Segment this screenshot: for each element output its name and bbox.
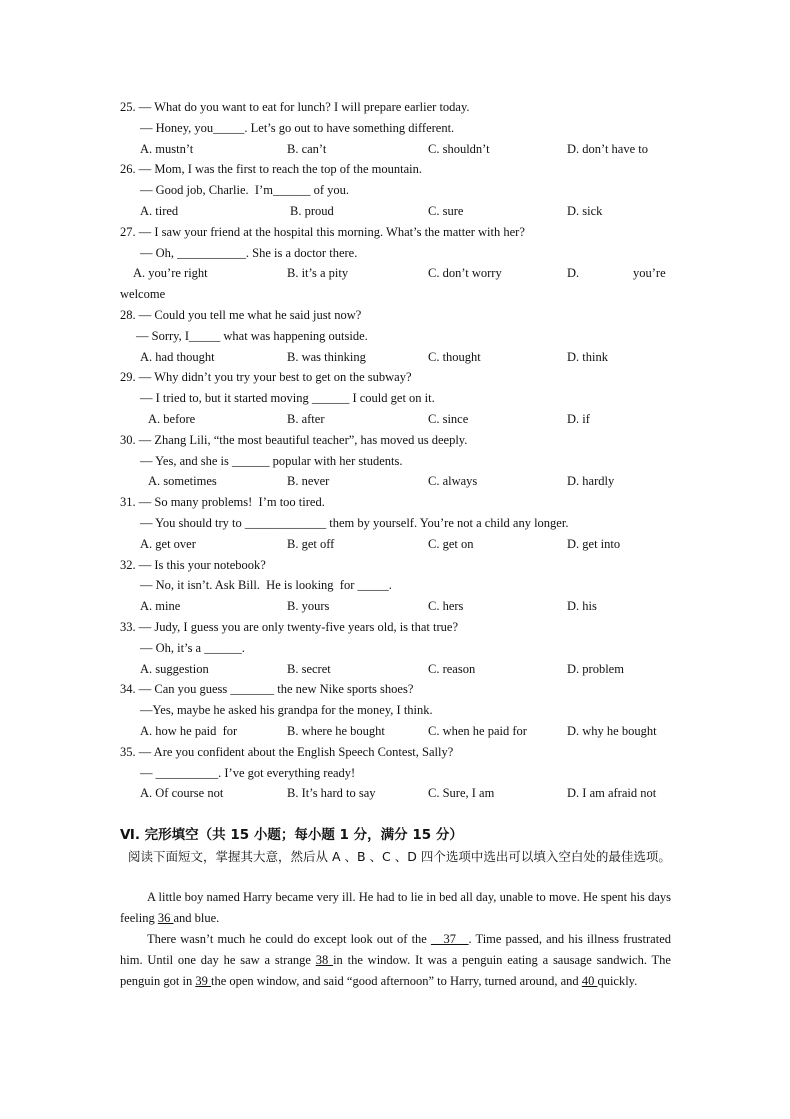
question-stem: 35. — Are you confident about the English Speech Contest, Sally? — [120, 745, 454, 759]
option-c: C. since — [428, 412, 469, 426]
option-c: C. hers — [428, 599, 464, 613]
question-stem: 33. — Judy, I guess you are only twenty-five years old, is that true? — [120, 620, 459, 634]
option-a: A. suggestion — [140, 662, 209, 676]
option-b: B. was thinking — [287, 350, 366, 364]
option-c: C. shouldn’t — [428, 142, 490, 156]
option-a: A. had thought — [140, 350, 215, 364]
option-b: B. yours — [287, 599, 330, 613]
blank-39: 39 — [195, 974, 211, 988]
option-c: C. thought — [428, 350, 481, 364]
question-response: — Good job, Charlie. I’m______ of you. — [140, 183, 350, 197]
option-b: B. get off — [287, 537, 335, 551]
option-d: D. why he bought — [567, 724, 657, 738]
question-stem: 29. — Why didn’t you try your best to get on the subway? — [120, 370, 412, 384]
option-b: B. proud — [290, 204, 334, 218]
question-response: — Honey, you_____. Let’s go out to have something different. — [140, 121, 455, 135]
question-stem: 27. — I saw your friend at the hospital this morning. What’s the matter with her? — [120, 225, 525, 239]
option-c: C. get on — [428, 537, 474, 551]
option-d: D. — [567, 266, 580, 280]
option-d: D. hardly — [567, 474, 615, 488]
passage-text: quickly. — [597, 974, 638, 988]
option-d: D. his — [567, 599, 597, 613]
question-stem: 26. — Mom, I was the first to reach the top of the mountain. — [120, 162, 423, 176]
option-b: B. secret — [287, 662, 331, 676]
question-stem: 34. — Can you guess _______ the new Nike sports shoes? — [120, 682, 414, 696]
option-c: C. don’t worry — [428, 266, 502, 280]
option-a: A. mustn’t — [140, 142, 194, 156]
question-stem: 28. — Could you tell me what he said just now? — [120, 308, 362, 322]
passage-text: in the window. It was a penguin eating a sausage sandwich. The penguin got in — [120, 953, 671, 988]
option-a: A. mine — [140, 599, 181, 613]
option-d: D. if — [567, 412, 590, 426]
question-response: — __________. I’ve got everything ready! — [140, 766, 356, 780]
question-response: — You should try to _____________ them by yourself. You’re not a child any longer. — [140, 516, 569, 530]
option-a: A. before — [148, 412, 196, 426]
question-stem: 32. — Is this your notebook? — [120, 558, 266, 572]
option-d: D. don’t have to — [567, 142, 649, 156]
question-response: —Yes, maybe he asked his grandpa for the money, I think. — [140, 703, 433, 717]
option-d-wrap: welcome — [120, 287, 166, 301]
option-b: B. never — [287, 474, 330, 488]
option-d: D. get into — [567, 537, 621, 551]
option-d-text: you’re — [633, 266, 666, 280]
section-heading: Ⅵ. 完形填空（共 15 小题；每小题 1 分，满分 15 分） — [120, 827, 463, 843]
passage-text: . Time passed, and his illness frustrated him. Until one day he saw a strange — [120, 932, 671, 967]
option-c: C. always — [428, 474, 478, 488]
option-a: A. sometimes — [148, 474, 217, 488]
blank-40: 40 — [581, 974, 598, 988]
question-stem: 31. — So many problems! I’m too tired. — [120, 495, 325, 509]
question-response: — I tried to, but it started moving ______ I could get on it. — [140, 391, 435, 405]
passage-text: A little boy named Harry became very ill. He had to lie in bed all day, unable to move. He spent his days feeling — [120, 890, 671, 925]
option-d: D. sick — [567, 204, 603, 218]
option-c: C. when he paid for — [428, 724, 527, 738]
question-stem: 25. — What do you want to eat for lunch? I will prepare earlier today. — [120, 100, 470, 114]
option-b: B. it’s a pity — [287, 266, 349, 280]
option-d: D. problem — [567, 662, 624, 676]
blank-38: 38 — [315, 953, 334, 967]
option-a: A. Of course not — [140, 786, 224, 800]
option-c: C. Sure, I am — [428, 786, 495, 800]
question-stem: 30. — Zhang Lili, “the most beautiful teacher”, has moved us deeply. — [120, 433, 468, 447]
passage-text: and blue. — [173, 911, 220, 925]
question-response: — Oh, it’s a ______. — [140, 641, 245, 655]
option-c: C. sure — [428, 204, 464, 218]
section-instruction: 阅读下面短文，掌握其大意，然后从 A 、B 、C 、D 四个选项中选出可以填入空白处的最佳选项。 — [128, 849, 671, 864]
question-response: — Yes, and she is ______ popular with her students. — [140, 454, 403, 468]
option-d: D. think — [567, 350, 608, 364]
question-response: — No, it isn’t. Ask Bill. He is looking for _____. — [140, 578, 392, 592]
option-b: B. after — [287, 412, 325, 426]
option-b: B. where he bought — [287, 724, 385, 738]
option-a: A. you’re right — [133, 266, 208, 280]
option-a: A. tired — [140, 204, 179, 218]
passage-paragraph-2 — [120, 929, 671, 992]
passage-paragraph-1 — [120, 887, 671, 929]
option-a: A. how he paid for — [140, 724, 238, 738]
option-b: B. It’s hard to say — [287, 786, 376, 800]
option-d: D. I am afraid not — [567, 786, 657, 800]
question-response: — Sorry, I_____ what was happening outside. — [136, 329, 368, 343]
question-response: — Oh, ___________. She is a doctor there. — [140, 246, 358, 260]
passage-text: There wasn’t much he could do except look out of the — [147, 932, 431, 946]
blank-36: 36 — [157, 911, 174, 925]
passage-text: the open window, and said “good afternoon” to Harry, turned around, and — [210, 974, 582, 988]
option-c: C. reason — [428, 662, 476, 676]
option-a: A. get over — [140, 537, 196, 551]
blank-37: __37__ — [430, 932, 469, 946]
option-b: B. can’t — [287, 142, 327, 156]
